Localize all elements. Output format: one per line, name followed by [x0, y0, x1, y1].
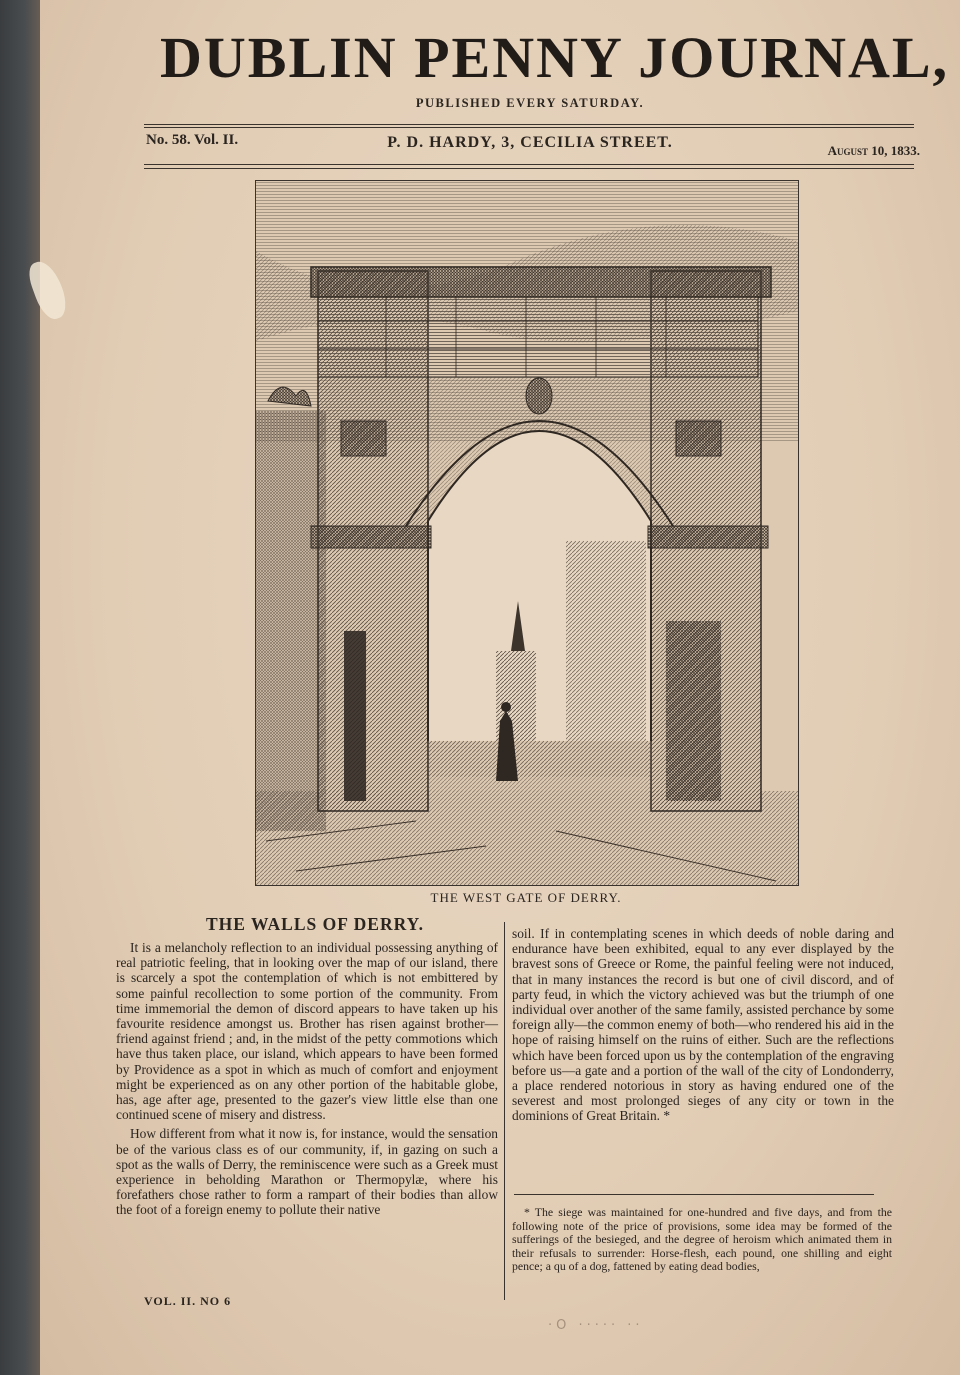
footnote: [512, 1206, 892, 1274]
faded-stamp: ·O ····· ··: [548, 1318, 644, 1333]
article-column-right: [512, 926, 894, 1128]
engraving-art: [256, 181, 798, 885]
footnote-text: * The siege was maintained for one-hundred and five days, and from the following note of the price of provisions, some idea may be formed of the sufferings of the besieged, and the degree of heroism which animated them in their refusals to surrender: Horse-flesh, each pound, one shilling and eight pence; a qu of a dog, fattened by eating dead bodies,: [512, 1205, 892, 1273]
column-divider: [504, 922, 505, 1300]
engraving-caption: THE WEST GATE OF DERRY.: [430, 890, 622, 905]
masthead-rule-top-2: [144, 127, 914, 128]
article-paragraph-2: How different from what it now is, for instance, would the sensation be of the various class es of our community, if, in gazing on such a spot as the walls of Derry, the reminiscence were such as a Greek must experience in beholding Marathon or Thermopylæ, where his forefathers chose rather to form a rampart of their bodies than allow the foot of a foreign enemy to pollute their native: [116, 1126, 498, 1218]
issue-date: August 10, 1833.: [827, 143, 920, 158]
masthead-rule-bottom: [144, 164, 914, 165]
article-paragraph-1: It is a melancholy reflection to an individual possessing anything of real patriotic feeling, that in looking over the map of our island, there is scarcely a spot the contemplation of which is not embittered by some painful recollection to some portion of the community. From time immemorial the demon of discord appears to have taken up his favourite residence amongst us. Brother has risen against brother—friend against friend ; and, in the midst of the petty commotions which have thus taken place, our island, which appears to have been formed by Providence as a spot in which as much of comfort and enjoyment might be experienced as on any other portion of the habitable globe, has, age after age, presented to the gazer's view little else than one continued scene of misery and distress.: [116, 940, 498, 1123]
issue-number: No. 58. Vol. II.: [146, 132, 239, 148]
article-paragraph-3: soil. If in contemplating scenes in which deeds of noble daring and endurance have been exhibited, equal to any ever displayed by the bravest sons of Greece or Rome, the painful feeling were not induced, that in many instances the record is but one of civil discord, and of party feud, in which the victory achieved was but the triumph of one individual over another of the same family, assisted perchance by some foreign ally—the common enemy of both—who rendered his aid in the hope of raising himself on the ruins of either. Such are the reflections which have been forced upon us by the contemplation of the engraving before us—a gate and a portion of the wall of the city of Londonderry, a place rendered notorious in story as having endured one of the severest and most prolonged sieges of any city or town in the dominions of Great Britain. *: [512, 926, 894, 1124]
article-title: THE WALLS OF DERRY.: [205, 914, 425, 934]
article-column-left: [116, 940, 498, 1222]
publisher-line: P. D. HARDY, 3, CECILIA STREET.: [387, 134, 673, 151]
west-gate-engraving: [255, 180, 799, 886]
binding-strip: [0, 0, 42, 1375]
masthead-rule-bottom-2: [144, 168, 914, 169]
masthead-subtitle: PUBLISHED EVERY SATURDAY.: [415, 96, 645, 110]
footnote-rule: [514, 1194, 874, 1195]
masthead-rule-top: [144, 124, 914, 125]
signature-mark: VOL. II. NO 6: [144, 1294, 232, 1308]
masthead-title: DUBLIN PENNY JOURNAL,: [160, 25, 950, 90]
